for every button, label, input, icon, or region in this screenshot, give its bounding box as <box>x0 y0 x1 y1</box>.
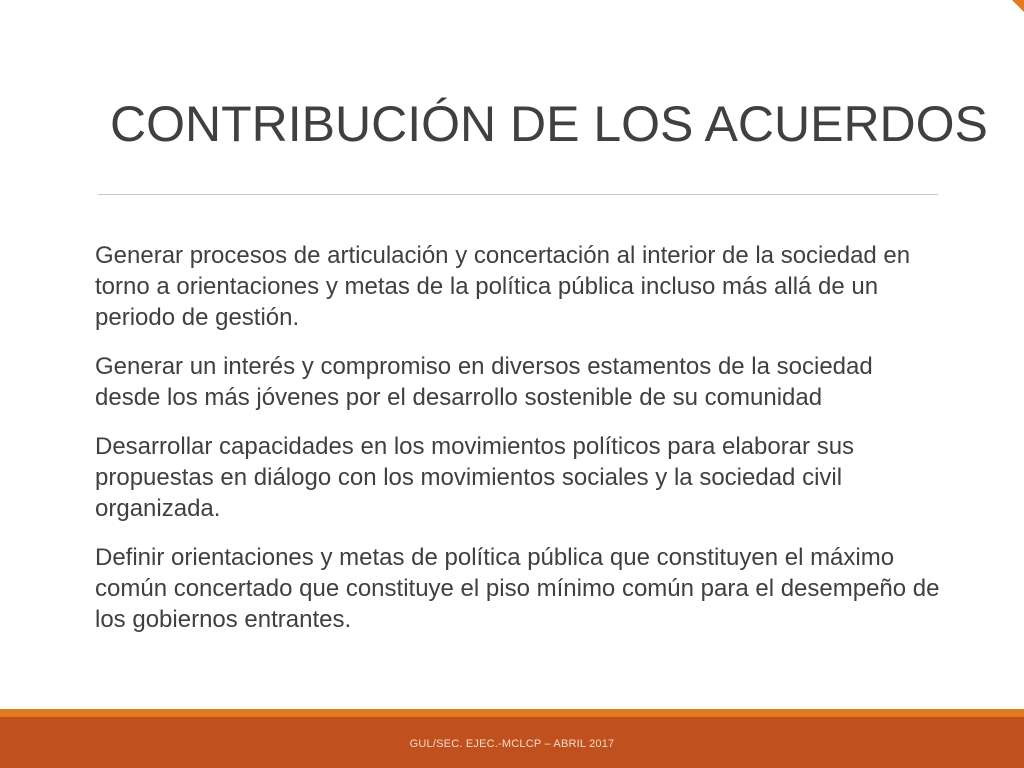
footer-text: GUL/SEC. EJEC.-MCLCP – ABRIL 2017 <box>409 738 615 750</box>
corner-triangle-accent-icon <box>1012 0 1024 12</box>
title-divider <box>98 194 938 195</box>
paragraph: Generar un interés y compromiso en diversos estamentos de la sociedad desde los más jóvenes por el desarrollo sostenible de su comunidad <box>95 353 873 411</box>
paragraph: Definir orientaciones y metas de política pública que constituyen el máximo común concertado que constituye el piso mínimo común para el desempeño de los gobiernos entrantes. <box>95 544 940 633</box>
paragraph: Desarrollar capacidades en los movimientos políticos para elaborar sus propuestas en diálogo con los movimientos sociales y la sociedad civil organizada. <box>95 433 855 522</box>
footer-stripe <box>0 709 1024 717</box>
slide-body <box>95 240 940 653</box>
slide-title: CONTRIBUCIÓN DE LOS ACUERDOS <box>110 96 988 152</box>
paragraph: Generar procesos de articulación y concertación al interior de la sociedad en torno a orientaciones y metas de la política pública incluso más allá de un periodo de gestión. <box>95 242 911 331</box>
